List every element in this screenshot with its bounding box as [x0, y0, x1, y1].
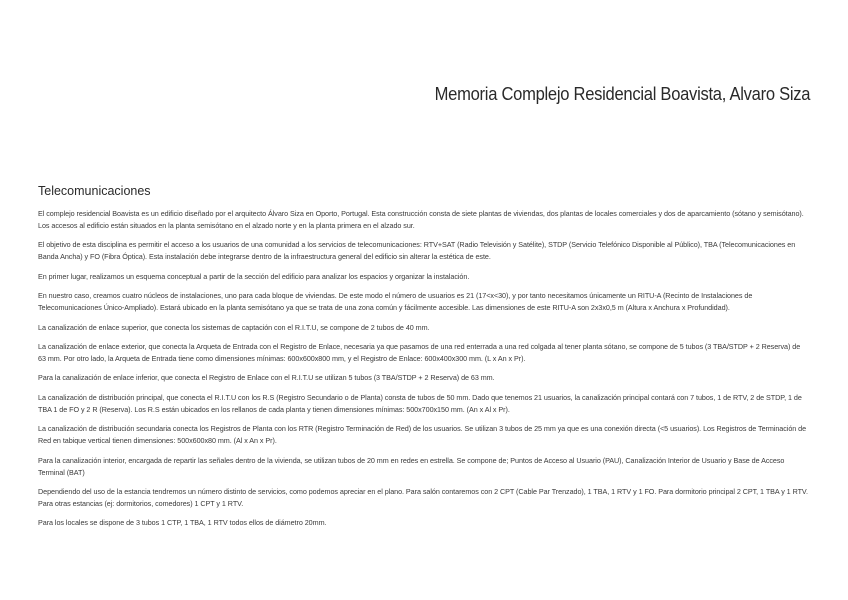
paragraph-upper-link: La canalización de enlace superior, que conecta los sistemas de captación con el R.I.T.U, se compone de 2 tubos de 40 mm. — [38, 322, 430, 332]
paragraph-lower-link: Para la canalización de enlace inferior, que conecta el Registro de Enlace con el R.I.T.U se utilizan 5 tubos (3 TBA/STDP + 2 Reserva) de 63 mm. — [38, 373, 495, 383]
paragraph-exterior-link: La canalización de enlace exterior, que conecta la Arqueta de Entrada con el Registro de Enlace, necesaria ya que pasamos de una red enterrada a una red colgada al tener planta sótano, se compone de 5 tubos (3 TBA/STDP + 2 Reserva) de 63 mm. Por otro lado, la Arqueta de Entrada tiene como dimensiones mínimas: 600x600x800 mm, y el Registro de Enlace: 600x400x300 mm. (L x An x Pr). — [38, 341, 801, 363]
paragraph-objective: El objetivo de esta disciplina es permitir el acceso a los usuarios de una comunidad a los servicios de telecomunicaciones: RTV+SAT (Radio Televisión y Satélite), STDP (Servicio Telefónico Disponible al Público), TBA (Telecomunicaciones en Banda Ancha) y FO (Fibra Óptica). Esta instalación debe integrarse dentro de la infraestructura general del edificio sin alterar la estética de este. — [38, 240, 796, 262]
paragraph-commercial: Para los locales se dispone de 3 tubos 1 CTP, 1 TBA, 1 RTV todos ellos de diámetro 20mm. — [38, 518, 327, 528]
document-body — [38, 184, 810, 537]
page-title: Memoria Complejo Residencial Boavista, Alvaro Siza — [434, 84, 810, 104]
paragraph-interior: Para la canalización interior, encargada de repartir las señales dentro de la vivienda, se utilizan tubos de 20 mm en redes en estrella. Se compone de; Puntos de Acceso al Usuario (PAU), Canalización Interior de Usuario y Base de Acceso Terminal (BAT) — [38, 455, 785, 477]
paragraph-secondary-distribution: La canalización de distribución secundaria conecta los Registros de Planta con los RTR (Registro Terminación de Red) de los usuarios. Se utilizan 3 tubos de 25 mm ya que es una conexión directa (<5 usuarios). Los Registros de Terminación de Red en tabique vertical tienen dimensiones: 500x600x80 mm. (Al x An x Pr). — [38, 424, 807, 446]
paragraph-intro: El complejo residencial Boavista es un edificio diseñado por el arquitecto Álvaro Siza en Oporto, Portugal. Esta construcción consta de siete plantas de viviendas, dos plantas de locales comerciales y dos de aparcamiento (sótano y semisótano). Los accesos al edificio están situados en la planta semisótano en el alzado norte y en la planta primera en el alzado sur. — [38, 209, 804, 230]
section-heading: Telecomunicaciones — [38, 184, 151, 198]
paragraph-rooms: Dependiendo del uso de la estancia tendremos un número distinto de servicios, como podemos apreciar en el plano. Para salón contaremos con 2 CPT (Cable Par Trenzado), 1 TBA, 1 RTV y 1 FO. Para dormitorio principal 2 CPT, 1 TBA y 1 RTV. Para otras estancias (ej: dormitorios, comedores) 1 CPT y 1 RTV. — [38, 486, 808, 508]
paragraph-main-distribution: La canalización de distribución principal, que conecta el R.I.T.U con los R.S (Registro Secundario o de Planta) consta de tubos de 50 mm. Dado que tenemos 21 usuarios, la canalización principal contará con 7 tubos, 1 de RTV, 2 de STDP, 1 de TBA 1 de FO y 2 R (Reserva). Los R.S están ubicados en los rellanos de cada planta y tienen dimensiones mínimas: 500x700x150 mm. (An x Al x Pr). — [38, 392, 802, 414]
paragraph-scheme: En primer lugar, realizamos un esquema conceptual a partir de la sección del edificio para analizar los espacios y organizar la instalación. — [38, 271, 470, 281]
paragraph-ritu: En nuestro caso, creamos cuatro núcleos de instalaciones, uno para cada bloque de viviendas. De este modo el número de usuarios es 21 (17<x<30), y por tanto necesitamos únicamente un RITU-A (Recinto de Instalaciones de Telecomunicaciones Único-Ampliado). Estará ubicado en la planta semisótano ya que se trata de una zona común y fácilmente accesible. Las dimensiones de este RITU-A son 2x3x0,5 m (Altura x Anchura x Profundidad). — [38, 291, 753, 313]
